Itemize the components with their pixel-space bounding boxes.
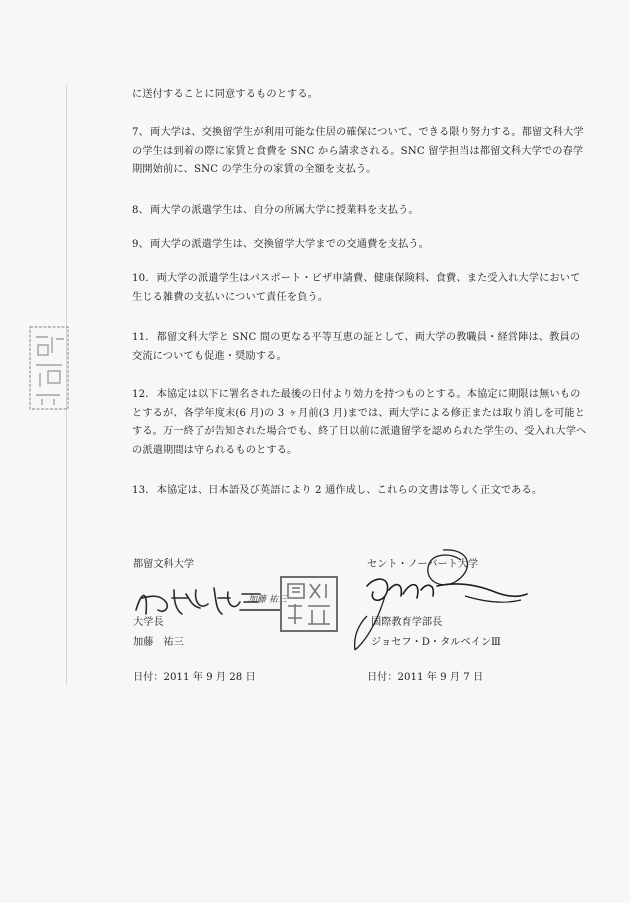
clause-10 — [132, 270, 587, 307]
clause-number: 7、 — [132, 127, 149, 138]
clause-number: 13． — [132, 485, 156, 496]
clause-text: 両大学の派遣学生は、交換留学大学までの交通費を支払う。 — [149, 239, 430, 250]
margin-seal-icon — [28, 325, 70, 411]
clause-text: 両大学の派遣学生は、自分の所属大学に授業料を支払う。 — [149, 205, 419, 216]
left-title: 大学長 — [133, 617, 164, 628]
clause-number: 12． — [132, 389, 156, 400]
signature-text: 加藤 祐三 — [248, 595, 287, 605]
right-date: 日付：2011 年 9 月 7 日 — [367, 672, 484, 683]
clause-8 — [132, 202, 587, 221]
intro-line: に送付することに同意するものとする。 — [132, 89, 319, 100]
left-signature — [130, 580, 290, 620]
clause-number: 9、 — [132, 239, 149, 250]
clause-text: 両大学の派遣学生はパスポート・ビザ申請費、健康保険料、食費、また受入れ大学において生じる雑費の支払いについて責任を負う。 — [132, 273, 581, 303]
clause-11 — [132, 329, 587, 366]
left-name: 加藤 祐三 — [133, 637, 184, 648]
clause-text: 本協定は、日本語及び英語により 2 通作成し、これらの文書は等しく正文である。 — [156, 485, 543, 496]
clause-13 — [132, 482, 587, 501]
clause-12 — [132, 386, 587, 460]
right-title: 国際教育学部長 — [371, 617, 443, 628]
clause-number: 10． — [132, 273, 156, 284]
clause-number: 8、 — [132, 205, 149, 216]
clause-9 — [132, 236, 587, 255]
right-name: ジョセフ・D・タルベインⅢ — [371, 637, 501, 648]
clause-text: 都留文科大学と SNC 間の更なる平等互恵の証として、両大学の教職員・経営陣は、教員の交流についても促進・奨励する。 — [132, 332, 581, 362]
right-institution: セント・ノーバート大学 — [367, 559, 479, 570]
left-date: 日付：2011 年 9 月 28 日 — [133, 672, 256, 683]
clause-7 — [132, 124, 587, 180]
clause-number: 11． — [132, 332, 156, 343]
left-institution: 都留文科大学 — [133, 559, 195, 570]
clause-text: 本協定は以下に署名された最後の日付より効力を持つものとする。本協定に期限は無いものとするが、各学年度末(6 月)の 3 ヶ月前(3 月)までは、両大学による修正または取り消しを可能とする。万一終了が告知された場合でも、終了日以前に派遣留学を認められた学生の、受入れ大学への派遣期間は守られるものとする。 — [132, 389, 587, 456]
clause-text: 両大学は、交換留学生が利用可能な住居の確保について、できる限り努力する。都留文科大学の学生は到着の際に家賃と食費を SNC から請求される。SNC 留学担当は都留文科大学での春学期開始前に、SNC の学生分の家賃の全額を支払う。 — [132, 127, 584, 175]
university-seal-icon — [278, 574, 340, 634]
